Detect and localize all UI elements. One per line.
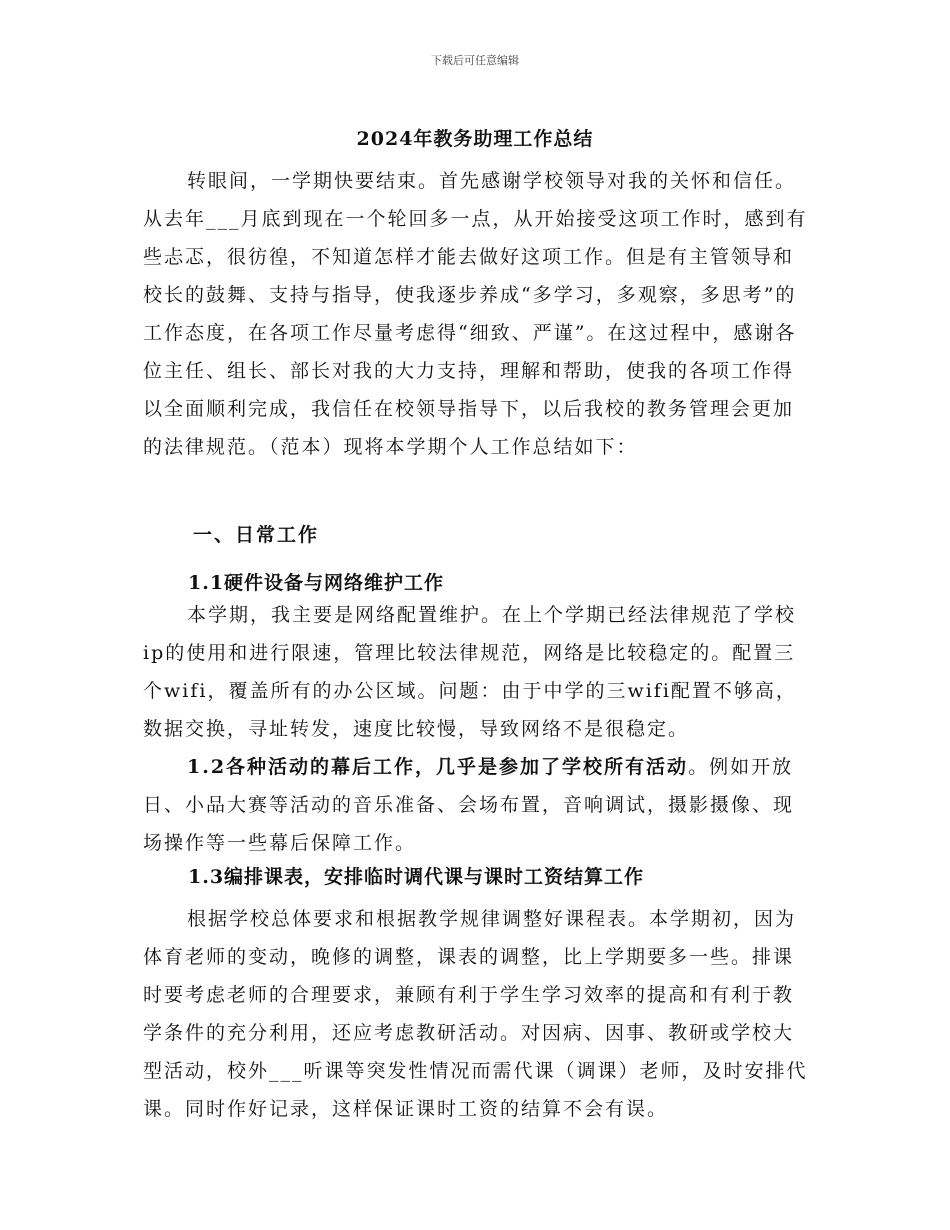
subsection-body-1-1: 本学期，我主要是网络配置维护。在上个学期已经法律规范了学校ip的使用和进行限速，管理比较法律规范，网络是比较稳定的。配置三个wifi，覆盖所有的办公区域。问题：由于中学的三wifi配置不够高，数据交换，寻址转发，速度比较慢，导致网络不是很稳定。 (143, 604, 797, 740)
document-title: 2024年教务助理工作总结 (356, 128, 594, 150)
subsection-heading-1-1: 1.1硬件设备与网络维护工作 (188, 572, 445, 594)
subsection-heading-1-2: 1.2各种活动的幕后工作，几乎是参加了学校所有活动 (187, 756, 689, 778)
subsection-body-1-2: 。例如开放日、小品大赛等活动的音乐准备、会场布置，音响调试，摄影摄像、现场操作等一些幕后保障工作。 (143, 756, 795, 854)
subsection-heading-1-3: 1.3编排课表，安排临时调代课与课时工资结算工作 (188, 866, 645, 888)
header-note: 下载后可任意编辑 (431, 54, 519, 67)
intro-paragraph: 转眼间，一学期快要结束。首先感谢学校领导对我的关怀和信任。从去年___月底到现在一个轮回多一点，从开始接受这项工作时，感到有些忐忑，很彷徨，不知道怎样才能去做好这项工作。但是有主管领导和校长的鼓舞、支持与指导，使我逐步养成“多学习，多观察，多思考”的工作态度，在各项工作尽量考虑得“细致、严谨”。在这过程中，感谢各位主任、组长、部长对我的大力支持，理解和帮助，使我的各项工作得以全面顺利完成，我信任在校领导指导下，以后我校的教务管理会更加的法律规范。（范本）现将本学期个人工作总结如下： (143, 170, 808, 458)
subsection-body-1-3: 根据学校总体要求和根据教学规律调整好课程表。本学期初，因为体育老师的变动，晚修的调整，课表的调整，比上学期要多一些。排课时要考虑老师的合理要求，兼顾有利于学生学习效率的提高和有利于教学条件的充分利用，还应考虑教研活动。对因病、因事、教研或学校大型活动，校外___听课等突发性情况而需代课（调课）老师，及时安排代课。同时作好记录，这样保证课时工资的结算不会有误。 (143, 908, 808, 1120)
section-heading-daily-work: 一、日常工作 (193, 524, 320, 546)
subsection-1-2-paragraph (143, 748, 813, 862)
